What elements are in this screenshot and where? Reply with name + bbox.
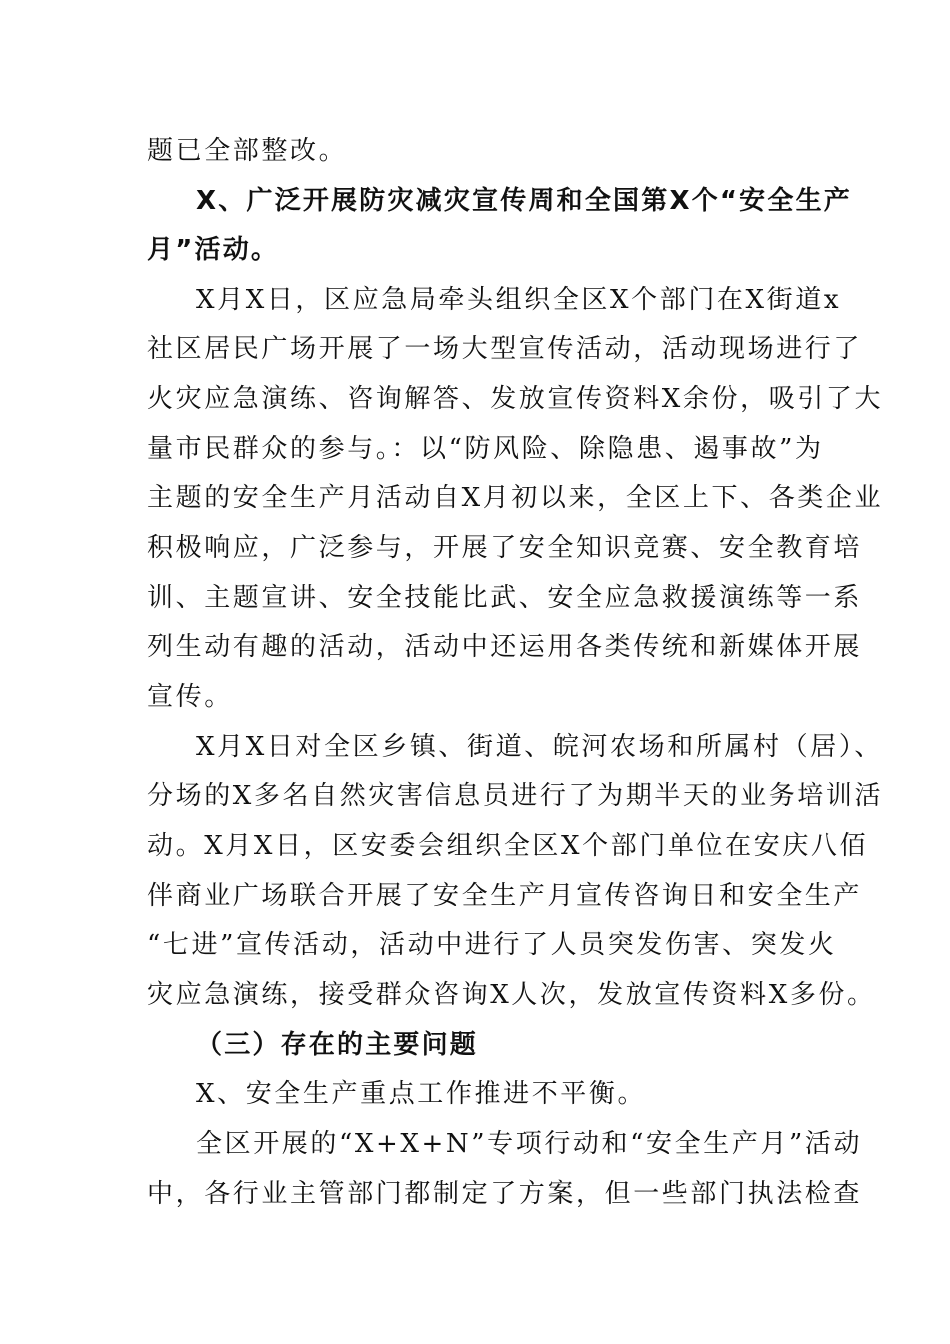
- paragraph-line: 社区居民广场开展了一场大型宣传活动，活动现场进行了: [147, 334, 863, 364]
- paragraph-line: X月X日对全区乡镇、街道、皖河农场和所属村（居）、: [196, 732, 884, 762]
- paragraph-line: “七进”宣传活动，活动中进行了人员突发伤害、突发火: [147, 930, 837, 960]
- paragraph-line: 量市民群众的参与。：以“防风险、除隐患、遏事故”为: [147, 434, 824, 464]
- subsection-heading: （三）存在的主要问题: [196, 1030, 479, 1060]
- paragraph-line: 动。X月X日，区安委会组织全区X个部门单位在安庆八佰: [147, 831, 869, 861]
- paragraph-line: 主题的安全生产月活动自X月初以来，全区上下、各类企业: [147, 483, 884, 513]
- paragraph-line: 积极响应，广泛参与，开展了安全知识竞赛、安全教育培: [147, 533, 863, 563]
- paragraph-line: 中，各行业主管部门都制定了方案，但一些部门执法检查: [147, 1179, 863, 1209]
- section-heading: X、广泛开展防灾减灾宣传周和全国第X个“安全生产: [196, 186, 852, 216]
- paragraph-line: 训、主题宣讲、安全技能比武、安全应急救援演练等一系: [147, 583, 863, 613]
- paragraph-line: X、安全生产重点工作推进不平衡。: [196, 1079, 647, 1109]
- paragraph-line: 宣传。: [147, 682, 233, 712]
- paragraph-line: 伴商业广场联合开展了安全生产月宣传咨询日和安全生产: [147, 881, 863, 911]
- paragraph-line: 全区开展的“X+X+N”专项行动和“安全生产月”活动: [196, 1129, 863, 1159]
- paragraph-line: 分场的X多名自然灾害信息员进行了为期半天的业务培训活: [147, 781, 884, 811]
- paragraph-line: X月X日，区应急局牵头组织全区X个部门在X街道x: [196, 285, 842, 315]
- paragraph-line: 题已全部整改。: [147, 136, 348, 166]
- paragraph-line: 火灾应急演练、咨询解答、发放宣传资料X余份，吸引了大: [147, 384, 884, 414]
- section-heading-continued: 月”活动。: [147, 235, 280, 265]
- paragraph-line: 列生动有趣的活动，活动中还运用各类传统和新媒体开展: [147, 632, 863, 662]
- paragraph-line: 灾应急演练，接受群众咨询X人次，发放宣传资料X多份。: [147, 980, 876, 1010]
